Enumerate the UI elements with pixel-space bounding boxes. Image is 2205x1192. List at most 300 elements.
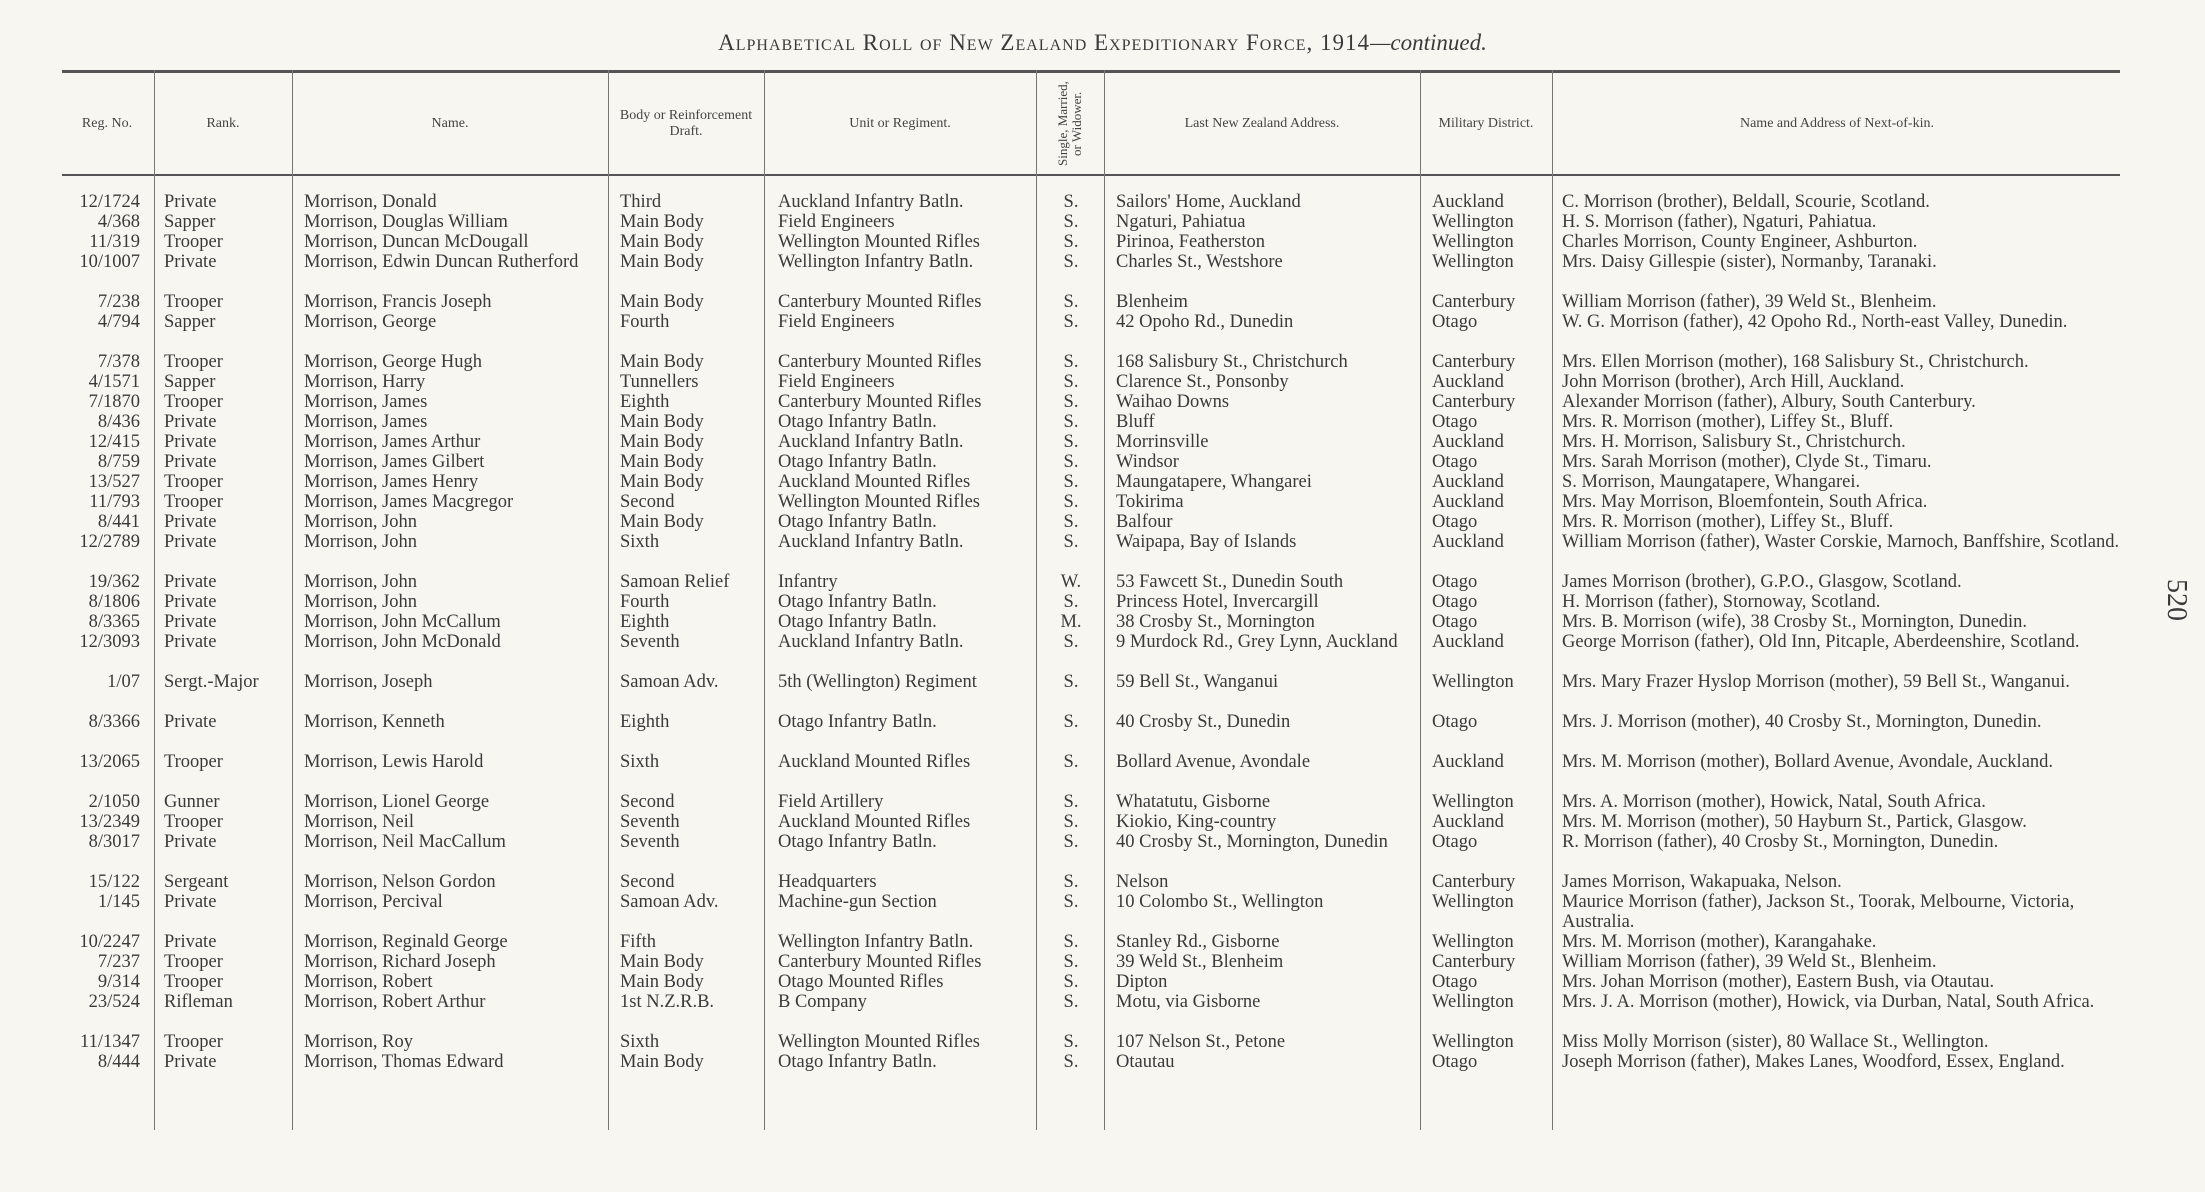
unit-cell: Canterbury Mounted Rifles <box>778 952 982 972</box>
name-cell: Morrison, Robert Arthur <box>304 992 486 1012</box>
name-cell: Morrison, John <box>304 512 418 532</box>
district-cell: Otago <box>1432 1052 1478 1072</box>
column-header-next-of-kin: Name and Address of Next-of-kin. <box>1739 116 1934 131</box>
next-of-kin-cell: Mrs. May Morrison, Bloemfontein, South Africa. <box>1562 492 1928 512</box>
reg-no-cell: 11/1347 <box>80 1032 140 1052</box>
next-of-kin-cell: Alexander Morrison (father), Albury, South Canterbury. <box>1562 392 1976 412</box>
rank-cell: Sapper <box>164 212 216 232</box>
next-of-kin-cell: Maurice Morrison (father), Jackson St., Toorak, Melbourne, Victoria, Australia. <box>1562 892 2075 932</box>
name-cell: Morrison, Richard Joseph <box>304 952 496 972</box>
district-cell: Otago <box>1432 412 1478 432</box>
rank-cell: Private <box>164 572 217 592</box>
rank-cell: Private <box>164 632 217 652</box>
rank-cell: Private <box>164 892 217 912</box>
next-of-kin-cell: Mrs. M. Morrison (mother), Karangahake. <box>1562 932 1877 952</box>
rank-cell: Trooper <box>164 232 223 252</box>
unit-cell: Otago Infantry Batln. <box>778 712 937 732</box>
rank-cell: Private <box>164 1052 217 1072</box>
status-cell: S. <box>1063 1052 1079 1072</box>
status-cell: S. <box>1063 352 1079 372</box>
status-cell: S. <box>1063 492 1079 512</box>
next-of-kin-cell: Mrs. B. Morrison (wife), 38 Crosby St., Mornington, Dunedin. <box>1562 612 2028 632</box>
unit-cell: Auckland Infantry Batln. <box>778 532 964 552</box>
next-of-kin-cell: R. Morrison (father), 40 Crosby St., Mornington, Dunedin. <box>1562 832 1999 852</box>
name-cell: Morrison, James Gilbert <box>304 452 485 472</box>
unit-cell: Infantry <box>778 572 838 592</box>
name-cell: Morrison, Harry <box>304 372 426 392</box>
next-of-kin-cell: Mrs. Johan Morrison (mother), Eastern Bush, via Otautau. <box>1562 972 1995 992</box>
district-cell: Auckland <box>1432 192 1504 212</box>
district-cell: Canterbury <box>1432 952 1516 972</box>
status-cell: S. <box>1063 712 1079 732</box>
reg-no-cell: 8/759 <box>97 452 140 472</box>
unit-cell: 5th (Wellington) Regiment <box>778 672 977 692</box>
address-cell: Balfour <box>1116 512 1173 532</box>
name-cell: Morrison, Neil <box>304 812 414 832</box>
rank-cell: Trooper <box>164 972 223 992</box>
column-header-reg-no: Reg. No. <box>81 116 133 131</box>
next-of-kin-cell: James Morrison (brother), G.P.O., Glasgow, Scotland. <box>1562 572 1962 592</box>
address-cell: Charles St., Westshore <box>1116 252 1283 272</box>
unit-cell: Auckland Mounted Rifles <box>778 752 971 772</box>
rank-cell: Trooper <box>164 1032 223 1052</box>
status-cell: S. <box>1063 532 1079 552</box>
address-cell: Waihao Downs <box>1116 392 1230 412</box>
rank-cell: Private <box>164 192 217 212</box>
unit-cell: Headquarters <box>778 872 877 892</box>
status-cell: S. <box>1063 972 1079 992</box>
next-of-kin-cell: Mrs. J. Morrison (mother), 40 Crosby St., Mornington, Dunedin. <box>1562 712 2042 732</box>
address-cell: Tokirima <box>1116 492 1184 512</box>
unit-cell: Otago Mounted Rifles <box>778 972 944 992</box>
column-header-name: Name. <box>431 116 469 131</box>
district-cell: Wellington <box>1432 212 1514 232</box>
reg-no-cell: 8/3365 <box>88 612 140 632</box>
body-cell: Second <box>620 872 675 892</box>
rank-cell: Private <box>164 592 217 612</box>
status-cell: S. <box>1063 192 1079 212</box>
column-divider <box>1420 70 1421 1130</box>
district-cell: Otago <box>1432 572 1478 592</box>
reg-no-cell: 1/145 <box>97 892 140 912</box>
body-cell: Main Body <box>620 212 704 232</box>
name-cell: Morrison, John McCallum <box>304 612 501 632</box>
name-cell: Morrison, Edwin Duncan Rutherford <box>304 252 579 272</box>
next-of-kin-cell: Mrs. J. A. Morrison (mother), Howick, via Durban, Natal, South Africa. <box>1562 992 2095 1012</box>
unit-cell: Machine-gun Section <box>778 892 937 912</box>
status-cell: S. <box>1063 932 1079 952</box>
rank-cell: Trooper <box>164 392 223 412</box>
body-cell: Main Body <box>620 252 704 272</box>
unit-cell: Field Engineers <box>778 372 895 392</box>
unit-cell: Wellington Infantry Batln. <box>778 932 974 952</box>
column-divider <box>1104 70 1105 1130</box>
name-cell: Morrison, James <box>304 412 428 432</box>
address-cell: 168 Salisbury St., Christchurch <box>1116 352 1348 372</box>
rank-cell: Private <box>164 532 217 552</box>
status-cell: S. <box>1063 212 1079 232</box>
reg-no-cell: 8/436 <box>97 412 140 432</box>
address-cell: 38 Crosby St., Mornington <box>1116 612 1315 632</box>
status-cell: S. <box>1063 832 1079 852</box>
address-cell: Blenheim <box>1116 292 1188 312</box>
body-cell: Seventh <box>620 812 680 832</box>
unit-cell: Otago Infantry Batln. <box>778 592 937 612</box>
district-cell: Otago <box>1432 972 1478 992</box>
reg-no-cell: 7/237 <box>97 952 140 972</box>
rank-cell: Trooper <box>164 472 223 492</box>
address-cell: 42 Opoho Rd., Dunedin <box>1116 312 1294 332</box>
page-title: Alphabetical Roll of New Zealand Expeditionary Force, 1914—continued. <box>718 30 1487 55</box>
body-cell: Main Body <box>620 472 704 492</box>
name-cell: Morrison, Duncan McDougall <box>304 232 529 252</box>
body-cell: Tunnellers <box>620 372 699 392</box>
unit-cell: Wellington Mounted Rifles <box>778 1032 980 1052</box>
name-cell: Morrison, John <box>304 592 418 612</box>
district-cell: Canterbury <box>1432 872 1516 892</box>
status-cell: M. <box>1060 612 1082 632</box>
name-cell: Morrison, James Arthur <box>304 432 481 452</box>
rank-cell: Private <box>164 432 217 452</box>
next-of-kin-cell: Mrs. R. Morrison (mother), Liffey St., Bluff. <box>1562 412 1894 432</box>
next-of-kin-cell: S. Morrison, Maungatapere, Whangarei. <box>1562 472 1861 492</box>
column-header-unit: Unit or Regiment. <box>849 116 951 131</box>
address-cell: 40 Crosby St., Dunedin <box>1116 712 1291 732</box>
status-cell: S. <box>1063 292 1079 312</box>
reg-no-cell: 12/3093 <box>79 632 140 652</box>
district-cell: Canterbury <box>1432 392 1516 412</box>
name-cell: Morrison, James Henry <box>304 472 479 492</box>
address-cell: Pirinoa, Featherston <box>1116 232 1266 252</box>
rank-cell: Private <box>164 512 217 532</box>
reg-no-cell: 11/793 <box>89 492 140 512</box>
address-cell: Motu, via Gisborne <box>1116 992 1261 1012</box>
unit-cell: Field Engineers <box>778 212 895 232</box>
body-cell: Second <box>620 492 675 512</box>
rank-cell: Private <box>164 932 217 952</box>
body-cell: Main Body <box>620 292 704 312</box>
body-cell: Seventh <box>620 832 680 852</box>
body-cell: Main Body <box>620 1052 704 1072</box>
district-cell: Wellington <box>1432 232 1514 252</box>
next-of-kin-cell: William Morrison (father), 39 Weld St., Blenheim. <box>1562 292 1937 312</box>
unit-cell: Canterbury Mounted Rifles <box>778 352 982 372</box>
reg-no-cell: 10/1007 <box>79 252 140 272</box>
name-cell: Morrison, Donald <box>304 192 437 212</box>
district-cell: Auckland <box>1432 372 1504 392</box>
column-header-address: Last New Zealand Address. <box>1184 116 1340 131</box>
status-cell: S. <box>1063 472 1079 492</box>
column-header-status: Single, Married, or Widower. <box>1055 81 1084 167</box>
reg-no-cell: 12/1724 <box>79 192 140 212</box>
name-cell: Morrison, Joseph <box>304 672 433 692</box>
column-divider <box>608 70 609 1130</box>
address-cell: Otautau <box>1116 1052 1175 1072</box>
next-of-kin-cell: Miss Molly Morrison (sister), 80 Wallace St., Wellington. <box>1562 1032 1989 1052</box>
unit-cell: Auckland Mounted Rifles <box>778 812 971 832</box>
next-of-kin-cell: William Morrison (father), Waster Corskie, Marnoch, Banffshire, Scotland. <box>1562 532 2120 552</box>
address-cell: Windsor <box>1116 452 1179 472</box>
column-divider <box>764 70 765 1130</box>
address-cell: 53 Fawcett St., Dunedin South <box>1116 572 1344 592</box>
reg-no-cell: 13/527 <box>88 472 140 492</box>
body-cell: Main Body <box>620 952 704 972</box>
status-cell: S. <box>1063 872 1079 892</box>
reg-no-cell: 4/368 <box>97 212 140 232</box>
status-cell: S. <box>1063 412 1079 432</box>
next-of-kin-cell: Mrs. Ellen Morrison (mother), 168 Salisbury St., Christchurch. <box>1562 352 2029 372</box>
body-cell: Samoan Relief <box>620 572 730 592</box>
unit-cell: Auckland Mounted Rifles <box>778 472 971 492</box>
next-of-kin-cell: John Morrison (brother), Arch Hill, Auckland. <box>1562 372 1905 392</box>
body-cell: Second <box>620 792 675 812</box>
status-cell: S. <box>1063 892 1079 912</box>
column-header-rank: Rank. <box>206 116 240 131</box>
body-cell: Eighth <box>620 612 670 632</box>
district-cell: Wellington <box>1432 1032 1514 1052</box>
unit-cell: Auckland Infantry Batln. <box>778 632 964 652</box>
status-cell: S. <box>1063 392 1079 412</box>
reg-no-cell: 7/378 <box>97 352 140 372</box>
column-divider <box>154 70 155 1130</box>
address-cell: Sailors' Home, Auckland <box>1116 192 1301 212</box>
next-of-kin-cell: George Morrison (father), Old Inn, Pitcaple, Aberdeenshire, Scotland. <box>1562 632 2080 652</box>
district-cell: Wellington <box>1432 252 1514 272</box>
next-of-kin-cell: William Morrison (father), 39 Weld St., Blenheim. <box>1562 952 1937 972</box>
reg-no-cell: 2/1050 <box>88 792 140 812</box>
unit-cell: Otago Infantry Batln. <box>778 612 937 632</box>
status-cell: S. <box>1063 232 1079 252</box>
reg-no-cell: 9/314 <box>97 972 140 992</box>
reg-no-cell: 10/2247 <box>79 932 140 952</box>
next-of-kin-cell: Mrs. M. Morrison (mother), 50 Hayburn St., Partick, Glasgow. <box>1562 812 2027 832</box>
reg-no-cell: 7/238 <box>97 292 140 312</box>
district-cell: Otago <box>1432 712 1478 732</box>
rank-cell: Trooper <box>164 752 223 772</box>
rank-cell: Sergeant <box>164 872 229 892</box>
next-of-kin-cell: James Morrison, Wakapuaka, Nelson. <box>1562 872 1842 892</box>
header-bottom-rule <box>62 174 2120 176</box>
column-header-body: Body or Reinforcement Draft. <box>619 108 753 139</box>
address-cell: 39 Weld St., Blenheim <box>1116 952 1284 972</box>
unit-cell: Otago Infantry Batln. <box>778 832 937 852</box>
column-divider <box>1036 70 1037 1130</box>
status-cell: S. <box>1063 992 1079 1012</box>
unit-cell: Field Engineers <box>778 312 895 332</box>
status-cell: S. <box>1063 1032 1079 1052</box>
rank-cell: Sergt.-Major <box>164 672 259 692</box>
body-cell: Main Body <box>620 512 704 532</box>
body-cell: Sixth <box>620 752 660 772</box>
unit-cell: Auckland Infantry Batln. <box>778 192 964 212</box>
reg-no-cell: 19/362 <box>88 572 140 592</box>
reg-no-cell: 8/441 <box>97 512 140 532</box>
district-cell: Auckland <box>1432 632 1504 652</box>
reg-no-cell: 8/1806 <box>88 592 140 612</box>
rank-cell: Gunner <box>164 792 220 812</box>
unit-cell: Otago Infantry Batln. <box>778 412 937 432</box>
reg-no-cell: 1/07 <box>107 672 140 692</box>
unit-cell: B Company <box>778 992 867 1012</box>
address-cell: Whatatutu, Gisborne <box>1116 792 1271 812</box>
status-cell: S. <box>1063 752 1079 772</box>
rank-cell: Trooper <box>164 492 223 512</box>
next-of-kin-cell: Mrs. Daisy Gillespie (sister), Normanby, Taranaki. <box>1562 252 1937 272</box>
reg-no-cell: 7/1870 <box>88 392 140 412</box>
next-of-kin-cell: H. S. Morrison (father), Ngaturi, Pahiatua. <box>1562 212 1877 232</box>
reg-no-cell: 12/2789 <box>79 532 140 552</box>
district-cell: Auckland <box>1432 752 1504 772</box>
body-cell: Fourth <box>620 312 670 332</box>
reg-no-cell: 13/2349 <box>79 812 140 832</box>
name-cell: Morrison, Roy <box>304 1032 413 1052</box>
address-cell: Bluff <box>1116 412 1155 432</box>
body-cell: Fifth <box>620 932 656 952</box>
body-cell: Sixth <box>620 532 660 552</box>
district-cell: Otago <box>1432 512 1478 532</box>
address-cell: Clarence St., Ponsonby <box>1116 372 1289 392</box>
header-top-rule <box>62 70 2120 73</box>
reg-no-cell: 8/3366 <box>88 712 140 732</box>
district-cell: Wellington <box>1432 992 1514 1012</box>
rank-cell: Trooper <box>164 292 223 312</box>
column-divider <box>292 70 293 1130</box>
district-cell: Auckland <box>1432 532 1504 552</box>
body-cell: Samoan Adv. <box>620 672 719 692</box>
status-cell: S. <box>1063 252 1079 272</box>
status-cell: S. <box>1063 452 1079 472</box>
rank-cell: Rifleman <box>164 992 233 1012</box>
district-cell: Otago <box>1432 612 1478 632</box>
status-cell: S. <box>1063 632 1079 652</box>
next-of-kin-cell: Mrs. H. Morrison, Salisbury St., Christchurch. <box>1562 432 1906 452</box>
name-cell: Morrison, John McDonald <box>304 632 501 652</box>
name-cell: Morrison, Robert <box>304 972 433 992</box>
address-cell: Dipton <box>1116 972 1168 992</box>
body-cell: Main Body <box>620 232 704 252</box>
status-cell: S. <box>1063 592 1079 612</box>
district-cell: Canterbury <box>1432 352 1516 372</box>
rank-cell: Private <box>164 452 217 472</box>
status-cell: S. <box>1063 512 1079 532</box>
next-of-kin-cell: Joseph Morrison (father), Makes Lanes, Woodford, Essex, England. <box>1562 1052 2065 1072</box>
next-of-kin-cell: W. G. Morrison (father), 42 Opoho Rd., North-east Valley, Dunedin. <box>1562 312 2068 332</box>
address-cell: Kiokio, King-country <box>1116 812 1277 832</box>
reg-no-cell: 11/319 <box>89 232 140 252</box>
district-cell: Otago <box>1432 592 1478 612</box>
body-cell: 1st N.Z.R.B. <box>620 992 715 1012</box>
rank-cell: Private <box>164 252 217 272</box>
name-cell: Morrison, George <box>304 312 437 332</box>
address-cell: 107 Nelson St., Petone <box>1116 1032 1286 1052</box>
rank-cell: Private <box>164 412 217 432</box>
unit-cell: Otago Infantry Batln. <box>778 1052 937 1072</box>
name-cell: Morrison, Lewis Harold <box>304 752 484 772</box>
reg-no-cell: 15/122 <box>88 872 140 892</box>
body-cell: Fourth <box>620 592 670 612</box>
rank-cell: Trooper <box>164 812 223 832</box>
unit-cell: Canterbury Mounted Rifles <box>778 292 982 312</box>
status-cell: S. <box>1063 672 1079 692</box>
next-of-kin-cell: Mrs. M. Morrison (mother), Bollard Avenue, Avondale, Auckland. <box>1562 752 2054 772</box>
rank-cell: Private <box>164 612 217 632</box>
address-cell: Nelson <box>1116 872 1169 892</box>
unit-cell: Wellington Mounted Rifles <box>778 492 980 512</box>
district-cell: Otago <box>1432 312 1478 332</box>
rank-cell: Sapper <box>164 372 216 392</box>
name-cell: Morrison, James Macgregor <box>304 492 514 512</box>
next-of-kin-cell: Mrs. A. Morrison (mother), Howick, Natal, South Africa. <box>1562 792 1986 812</box>
address-cell: Stanley Rd., Gisborne <box>1116 932 1280 952</box>
unit-cell: Wellington Infantry Batln. <box>778 252 974 272</box>
district-cell: Wellington <box>1432 932 1514 952</box>
address-cell: Waipapa, Bay of Islands <box>1116 532 1297 552</box>
rank-cell: Trooper <box>164 352 223 372</box>
status-cell: S. <box>1063 792 1079 812</box>
rank-cell: Sapper <box>164 312 216 332</box>
name-cell: Morrison, John <box>304 532 418 552</box>
status-cell: S. <box>1063 952 1079 972</box>
body-cell: Main Body <box>620 972 704 992</box>
unit-cell: Otago Infantry Batln. <box>778 512 937 532</box>
name-cell: Morrison, Percival <box>304 892 443 912</box>
status-cell: S. <box>1063 372 1079 392</box>
next-of-kin-cell: C. Morrison (brother), Beldall, Scourie, Scotland. <box>1562 192 1930 212</box>
body-cell: Samoan Adv. <box>620 892 719 912</box>
unit-cell: Otago Infantry Batln. <box>778 452 937 472</box>
address-cell: Morrinsville <box>1116 432 1209 452</box>
rank-cell: Trooper <box>164 952 223 972</box>
district-cell: Auckland <box>1432 472 1504 492</box>
body-cell: Main Body <box>620 352 704 372</box>
rank-cell: Private <box>164 712 217 732</box>
name-cell: Morrison, George Hugh <box>304 352 482 372</box>
body-cell: Seventh <box>620 632 680 652</box>
status-cell: W. <box>1060 572 1082 592</box>
name-cell: Morrison, Neil MacCallum <box>304 832 506 852</box>
body-cell: Eighth <box>620 392 670 412</box>
reg-no-cell: 13/2065 <box>79 752 140 772</box>
name-cell: Morrison, John <box>304 572 418 592</box>
reg-no-cell: 8/3017 <box>88 832 140 852</box>
body-cell: Eighth <box>620 712 670 732</box>
name-cell: Morrison, Reginald George <box>304 932 508 952</box>
district-cell: Wellington <box>1432 792 1514 812</box>
page-number: 520 <box>2161 579 2192 621</box>
body-cell: Sixth <box>620 1032 660 1052</box>
district-cell: Auckland <box>1432 492 1504 512</box>
name-cell: Morrison, Douglas William <box>304 212 508 232</box>
district-cell: Auckland <box>1432 432 1504 452</box>
unit-cell: Field Artillery <box>778 792 884 812</box>
name-cell: Morrison, James <box>304 392 428 412</box>
next-of-kin-cell: Mrs. Sarah Morrison (mother), Clyde St., Timaru. <box>1562 452 1932 472</box>
address-cell: 59 Bell St., Wanganui <box>1116 672 1279 692</box>
next-of-kin-cell: Mrs. Mary Frazer Hyslop Morrison (mother), 59 Bell St., Wanganui. <box>1562 672 2070 692</box>
district-cell: Canterbury <box>1432 292 1516 312</box>
district-cell: Auckland <box>1432 812 1504 832</box>
reg-no-cell: 8/444 <box>97 1052 140 1072</box>
address-cell: 9 Murdock Rd., Grey Lynn, Auckland <box>1116 632 1398 652</box>
name-cell: Morrison, Thomas Edward <box>304 1052 504 1072</box>
district-cell: Wellington <box>1432 892 1514 912</box>
district-cell: Wellington <box>1432 672 1514 692</box>
reg-no-cell: 4/794 <box>97 312 140 332</box>
name-cell: Morrison, Nelson Gordon <box>304 872 496 892</box>
unit-cell: Wellington Mounted Rifles <box>778 232 980 252</box>
reg-no-cell: 4/1571 <box>88 372 140 392</box>
rank-cell: Private <box>164 832 217 852</box>
